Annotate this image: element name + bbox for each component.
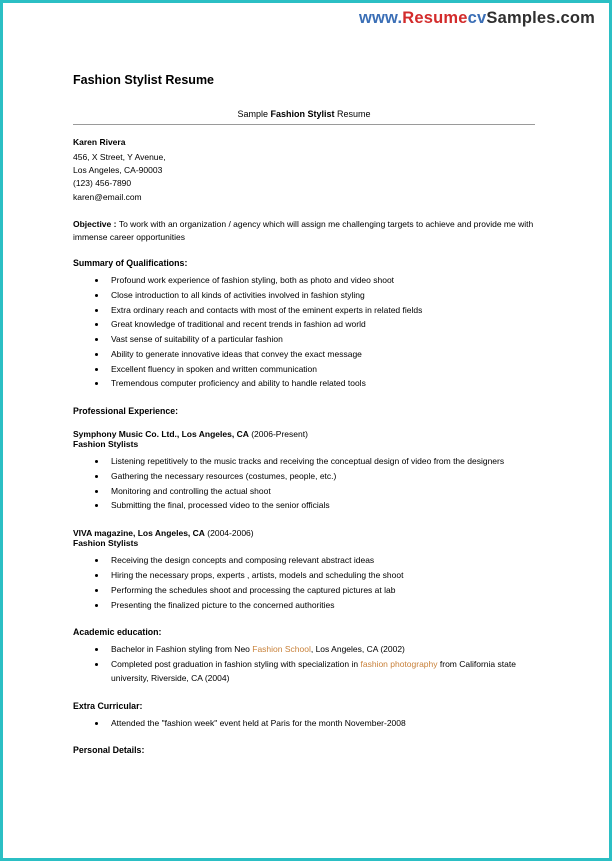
sample-subtitle — [73, 109, 535, 119]
education-list — [73, 643, 535, 685]
job-company-1 — [73, 528, 535, 538]
objective-section — [73, 218, 535, 244]
extra-curricular-list — [73, 717, 535, 731]
list-item: • Receiving the design concepts and composing relevant abstract ideas — [107, 554, 535, 568]
list-item: • Tremendous computer proficiency and ability to handle related tools — [107, 377, 535, 391]
list-item: • Profound work experience of fashion styling, both as photo and video shoot — [107, 274, 535, 288]
watermark-com: .com — [555, 9, 595, 27]
experience-heading: Professional Experience: — [73, 406, 179, 417]
list-item: • Attended the "fashion week" event held at Paris for the month November-2008 — [107, 717, 535, 731]
sample-subtitle-bold: Fashion Stylist — [270, 109, 335, 119]
page-title: Fashion Stylist Resume — [73, 73, 215, 87]
watermark-www: www. — [358, 9, 403, 27]
resume-body — [73, 73, 535, 757]
list-item: • Excellent fluency in spoken and written communication — [107, 363, 535, 377]
education-item-1-keyword: fashion photography — [360, 659, 438, 670]
candidate-city: Los Angeles, CA-90003 — [73, 165, 163, 176]
job-company-0 — [73, 429, 535, 439]
list-item: • Gathering the necessary resources (costumes, people, etc.) — [107, 470, 535, 484]
education-item-1-post: from California state university, Riverside, CA (2004) — [111, 659, 516, 683]
list-item: • Extra ordinary reach and contacts with most of the eminent experts in related fields — [107, 304, 535, 318]
candidate-address: 456, X Street, Y Avenue, — [73, 152, 166, 162]
job-dates-1: (2004-2006) — [204, 528, 254, 539]
education-item-0-keyword: Fashion School — [252, 644, 311, 655]
list-item: • Submitting the final, processed video to the senior officials — [107, 499, 535, 513]
objective-text: To work with an organization / agency which will assign me challenging targets to achieve and provide me with immense career opportunities — [73, 218, 534, 242]
extra-curricular-heading: Extra Curricular: — [73, 700, 143, 711]
list-item: • Monitoring and controlling the actual shoot — [107, 485, 535, 499]
summary-list — [73, 274, 535, 391]
personal-details-heading: Personal Details: — [73, 745, 145, 756]
sample-subtitle-prefix: Sample — [237, 109, 271, 119]
list-item: • Vast sense of suitability of a particular fashion — [107, 333, 535, 347]
job-company-name-0: Symphony Music Co. Ltd., Los Angeles, CA — [73, 429, 249, 440]
header-divider — [73, 124, 535, 125]
watermark-cv: cv — [467, 9, 487, 27]
education-heading: Academic education: — [73, 627, 162, 638]
candidate-info — [73, 137, 535, 204]
list-item: • Listening repetitively to the music tracks and receiving the conceptual design of video from the designers — [107, 455, 535, 469]
list-item: • Ability to generate innovative ideas that convey the exact message — [107, 348, 535, 362]
job-role-0: Fashion Stylists — [73, 439, 139, 450]
education-item-0-pre: Bachelor in Fashion styling from Neo — [111, 644, 253, 655]
education-item-0-post: , Los Angeles, CA (2002) — [310, 644, 405, 655]
list-item: • Hiring the necessary props, experts , artists, models and scheduling the shoot — [107, 569, 535, 583]
list-item: • Performing the schedules shoot and processing the captured pictures at lab — [107, 584, 535, 598]
job-company-name-1: VIVA magazine, Los Angeles, CA — [73, 528, 205, 539]
job-duties-1 — [73, 554, 535, 612]
candidate-name: Karen Rivera — [73, 137, 126, 147]
education-item-1-pre: Completed post graduation in fashion styling with specialization in — [111, 659, 361, 670]
objective-label: Objective : — [73, 218, 119, 229]
summary-heading: Summary of Qualifications: — [73, 258, 188, 269]
watermark-resume: Resume — [402, 9, 468, 27]
list-item: • Close introduction to all kinds of activities involved in fashion styling — [107, 289, 535, 303]
candidate-phone: (123) 456-7890 — [73, 178, 132, 189]
job-duties-0 — [73, 455, 535, 513]
watermark-samples: Samples — [486, 9, 556, 27]
list-item — [107, 643, 535, 657]
job-dates-0: (2006-Present) — [248, 429, 308, 440]
site-watermark — [359, 9, 595, 28]
list-item: • Presenting the finalized picture to the concerned authorities — [107, 599, 535, 613]
list-item — [107, 658, 535, 686]
sample-subtitle-suffix: Resume — [334, 109, 371, 119]
job-role-1: Fashion Stylists — [73, 538, 139, 549]
candidate-email: karen@email.com — [73, 191, 142, 202]
list-item: • Great knowledge of traditional and recent trends in fashion ad world — [107, 318, 535, 332]
